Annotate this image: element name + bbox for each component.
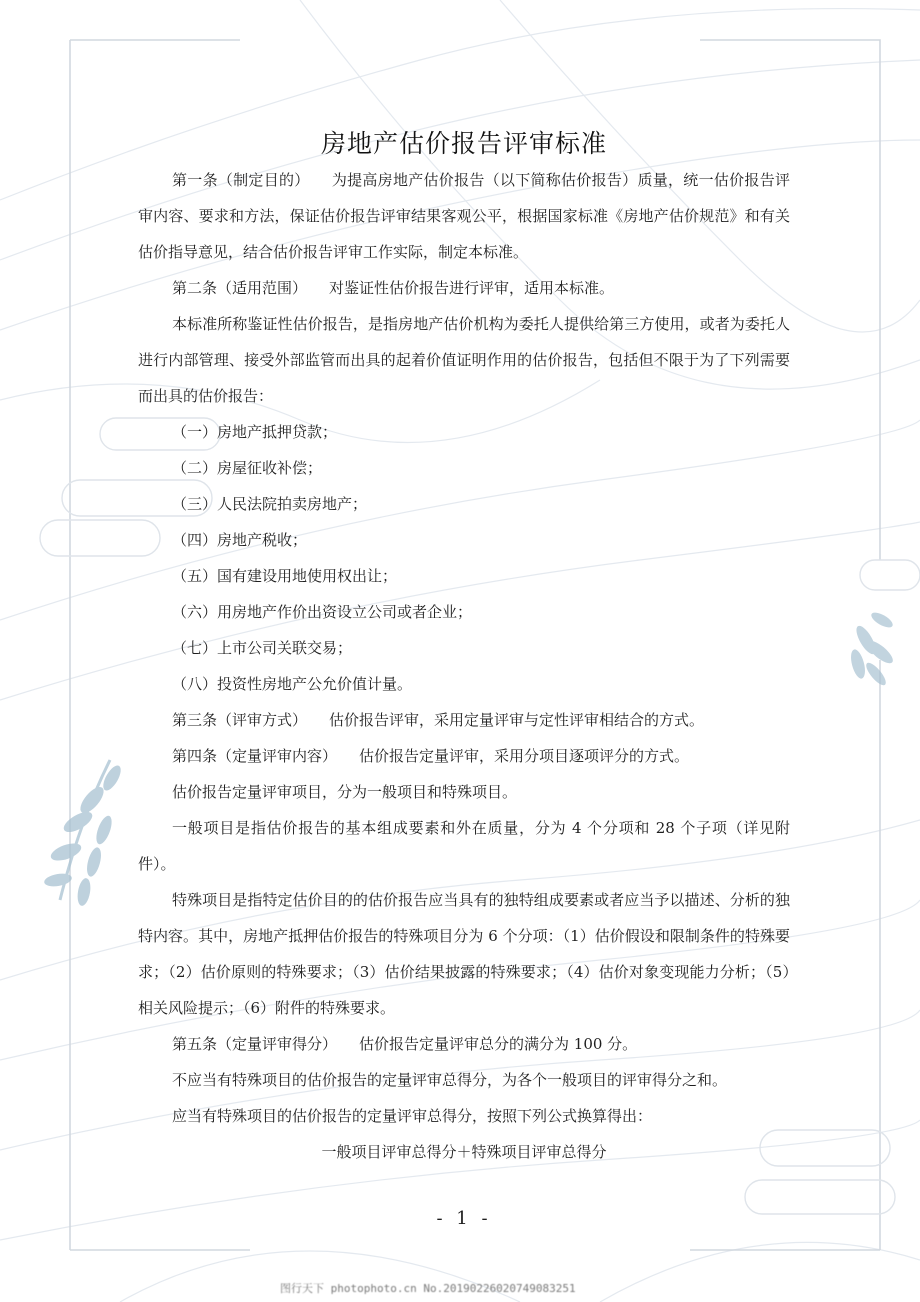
- article-1-heading: 第一条（制定目的）: [172, 171, 310, 189]
- list-item-1: （一）房地产抵押贷款；: [172, 423, 338, 441]
- list-item-4: （四）房地产税收；: [172, 531, 308, 549]
- paragraph-definition: 本标准所称鉴证性估价报告，是指房地产估价机构为委托人提供给第三方使用，或者为委托人进行内部管理、接受外部监管而出具的起着价值证明作用的估价报告，包括但不限于为了下列需要而出具的估价报告：: [138, 315, 790, 405]
- paragraph-score-without-special: 不应当有特殊项目的估价报告的定量评审总得分，为各个一般项目的评审得分之和。: [172, 1071, 728, 1089]
- list-item-2: （二）房屋征收补偿；: [172, 459, 323, 477]
- list-item-6: （六）用房地产作价出资设立公司或者企业；: [172, 603, 473, 621]
- article-3-heading: 第三条（评审方式）: [172, 711, 308, 729]
- article-5-paragraph: [138, 1026, 790, 1062]
- article-1-text: 为提高房地产估价报告（以下简称估价报告）质量，统一估价报告评审内容、要求和方法，保证估价报告评审结果客观公平，根据国家标准《房地产估价规范》和有关估价指导意见，结合估价报告评审工作实际，制定本标准。: [138, 171, 790, 261]
- list-item-3: （三）人民法院拍卖房地产；: [172, 495, 368, 513]
- article-2-paragraph: [138, 270, 790, 306]
- article-2-text: 对鉴证性估价报告进行评审，适用本标准。: [329, 279, 615, 297]
- watermark-text: 图行天下 photophoto.cn No.20190226020749083251: [280, 1282, 576, 1295]
- paragraph-special-items: 特殊项目是指特定估价目的的估价报告应当具有的独特组成要素或者应当予以描述、分析的独特内容。其中，房地产抵押估价报告的特殊项目分为 6 个分项：（1）估价假设和限制条件的特殊要求；（2）估价原则的特殊要求；（3）估价结果披露的特殊要求；（4）估价对象变现能力分析；（5）相关风险提示；（6）附件的特殊要求。: [138, 891, 790, 1017]
- article-3-text: 估价报告评审，采用定量评审与定性评审相结合的方式。: [329, 711, 705, 729]
- score-formula: 一般项目评审总得分＋特殊项目评审总得分: [321, 1143, 607, 1161]
- list-item-7: （七）上市公司关联交易；: [172, 639, 353, 657]
- article-5-heading: 第五条（定量评审得分）: [172, 1035, 338, 1053]
- article-4-heading: 第四条（定量评审内容）: [172, 747, 338, 765]
- article-2-heading: 第二条（适用范围）: [172, 279, 308, 297]
- document-title: 房地产估价报告评审标准: [320, 129, 607, 158]
- article-3-paragraph: [138, 702, 790, 738]
- page-number: - 1 -: [436, 1208, 492, 1229]
- list-item-5: （五）国有建设用地使用权出让；: [172, 567, 398, 585]
- document-body: [138, 162, 790, 1170]
- article-5-text: 估价报告定量评审总分的满分为 100 分。: [359, 1035, 638, 1053]
- paragraph-score-with-special: 应当有特殊项目的估价报告的定量评审总得分，按照下列公式换算得出：: [172, 1107, 653, 1125]
- article-4-text: 估价报告定量评审，采用分项目逐项评分的方式。: [359, 747, 690, 765]
- paragraph-project-types: 估价报告定量评审项目，分为一般项目和特殊项目。: [172, 783, 518, 801]
- article-4-paragraph: [138, 738, 790, 774]
- paragraph-general-items: 一般项目是指估价报告的基本组成要素和外在质量，分为 4 个分项和 28 个子项（详见附件）。: [138, 819, 790, 873]
- article-1-paragraph: [138, 162, 790, 270]
- list-item-8: （八）投资性房地产公允价值计量。: [172, 675, 413, 693]
